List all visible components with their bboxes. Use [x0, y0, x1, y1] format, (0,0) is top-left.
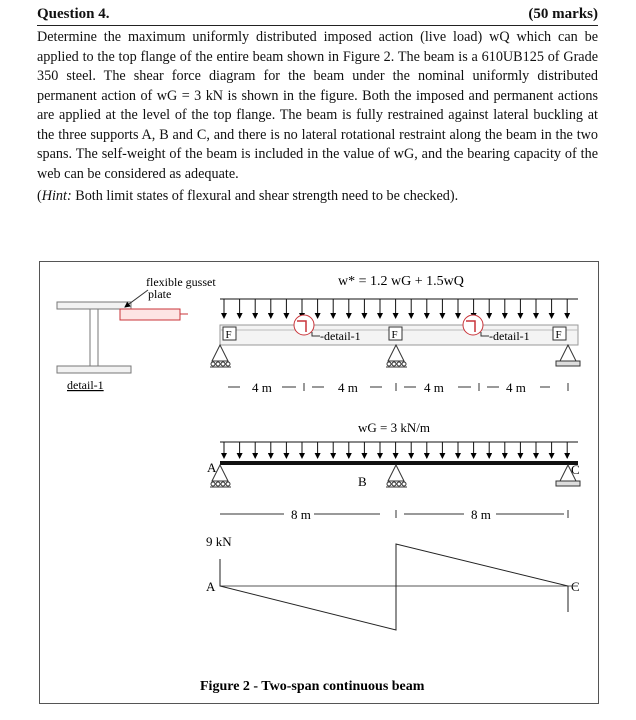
top-support-a	[210, 345, 231, 367]
restraint-f-a	[223, 327, 236, 341]
gusset-leader	[125, 290, 148, 307]
gusset-label-1: flexible gusset	[146, 275, 216, 289]
design-load-arrows	[220, 299, 578, 318]
permanent-load-arrows	[220, 442, 578, 458]
design-load-equation: w* = 1.2 wG + 1.5wQ	[338, 274, 464, 289]
figure-2	[39, 261, 599, 704]
hint-label: Hint:	[41, 188, 72, 204]
question-title: Question 4.	[37, 6, 110, 22]
question-paragraph: Determine the maximum uniformly distributed imposed action (live load) wQ which can be applied to the top flange of the entire beam shown in Figure 2. The beam is a 610UB125 of Grade 350 steel. The shear force diagram for the beam under the nominal uniformly distributed permanent action of wG = 3 kN is shown in the figure. Both the imposed and permanent actions are applied at the level of the top flange. The beam is fully restrained against lateral buckling at the three supports A, B and C, and there is no lateral rotational restraint along the beam in the two spans. The self-weight of the beam is included in the value of wG, and the bearing capacity of the web can be considered as adequate.	[37, 29, 598, 182]
span-1-length: 8 m	[291, 507, 311, 522]
spacing-1: 4 m	[252, 380, 272, 395]
gusset-plate	[120, 309, 180, 320]
figure-caption: Figure 2 - Two-span continuous beam	[200, 679, 425, 694]
question-marks: (50 marks)	[528, 6, 598, 22]
restraint-f-b	[389, 327, 402, 341]
sfd-c-label: C	[571, 579, 580, 594]
support-b-label: B	[358, 474, 367, 489]
permanent-load-label: wG = 3 kN/m	[358, 420, 430, 435]
spacing-3: 4 m	[424, 380, 444, 395]
span-dimension-line	[220, 510, 568, 518]
span-2-length: 8 m	[471, 507, 491, 522]
restraint-f-c	[553, 327, 566, 341]
support-a-label: A	[207, 460, 217, 475]
restraint-f-a-text: F	[225, 329, 232, 341]
detail-label-2: -detail-1	[489, 329, 530, 343]
support-c-label: C	[571, 462, 580, 477]
top-support-c	[556, 345, 580, 366]
hint: (Hint: Both limit states of flexural and shear strength need to be checked).	[37, 188, 459, 204]
shear-force-diagram	[220, 544, 568, 630]
bottom-support-b	[386, 465, 407, 487]
header-divider	[37, 25, 598, 26]
sfd-a-label: A	[206, 579, 216, 594]
spacing-2: 4 m	[338, 380, 358, 395]
detail-label-1: -detail-1	[320, 329, 361, 343]
restraint-f-c-text: F	[555, 329, 562, 341]
top-support-b	[386, 345, 407, 367]
spacing-4: 4 m	[506, 380, 526, 395]
detail-label: detail-1	[67, 378, 104, 392]
gusset-label-2: plate	[148, 287, 172, 301]
shear-value-label: 9 kN	[206, 534, 232, 549]
question-header	[37, 6, 598, 26]
hint-text: Both limit states of flexural and shear strength need to be checked).	[75, 188, 459, 204]
restraint-f-b-text: F	[391, 329, 398, 341]
figure-drawing	[40, 262, 598, 703]
